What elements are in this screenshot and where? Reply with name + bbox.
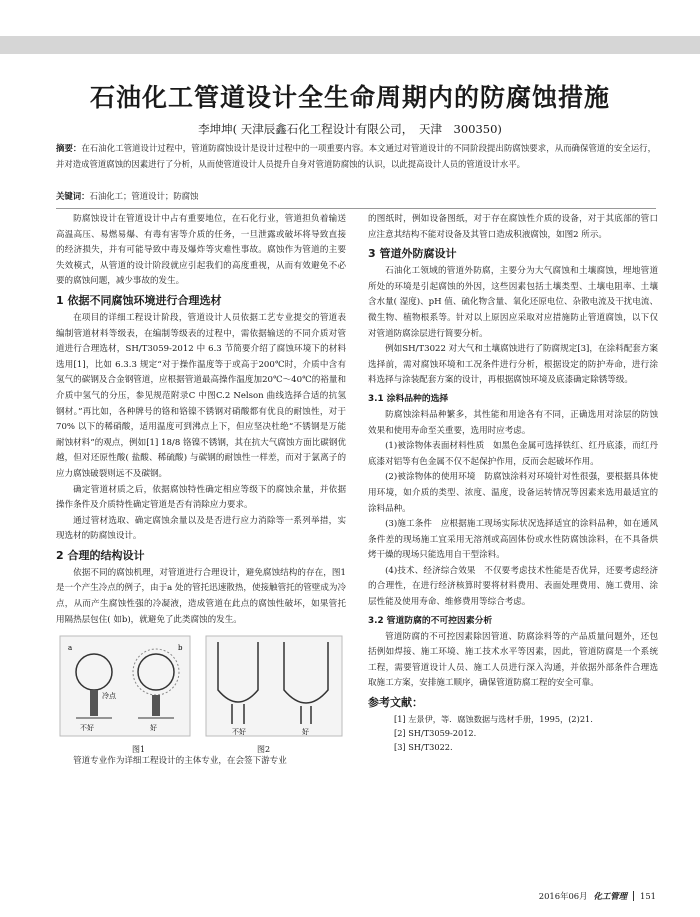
left-tail-paragraph: 管道专业作为详细工程设计的主体专业，在会签下游专业 bbox=[73, 756, 287, 767]
figure-1-good-label: 好 bbox=[150, 724, 157, 733]
author-line: 李坤坤( 天津辰鑫石化工程设计有限公司， 天津 300350) bbox=[198, 122, 502, 136]
footer-date: 2016年06月 bbox=[538, 891, 588, 901]
section-3-2-paragraph: 管道防腐的不可控因素除因管道、防腐涂料等的产品质量问题外，还包括例如焊接、施工环境、施工技术水平等因素，因此，管道防腐是一个系统工程，需要管道设计人员、施工人员进行深入沟通，并依据外部条件合理选取施工方案，安排施工顺序，确保管道防腐工程的安全可靠。 bbox=[368, 631, 658, 689]
figure-2-bad-label: 不好 bbox=[232, 728, 246, 737]
footer-journal: 化工管理 bbox=[593, 891, 627, 901]
intro-paragraph: 防腐蚀设计在管道设计中占有重要地位，在石化行业，管道担负着输送高温高压、易燃易爆、有毒有害等介质的任务，一旦泄露或破坏将导致直接的经济损失，并有可能导致中毒及爆炸等灾难性事故。腐蚀作为管道的主要失效模式，从管道的设计阶段就应引起我们的高度重视，从而有效避免不必要的腐蚀问题，减少事故的发生。 bbox=[56, 214, 346, 287]
reference-1: [1] 左景伊，等．腐蚀数据与选材手册，1995，(2)21. bbox=[394, 713, 593, 724]
figure-drawing bbox=[56, 632, 346, 740]
figure-1-label-b: b bbox=[178, 644, 183, 653]
section-3-1-paragraph: 防腐蚀涂料品种繁多，其性能和用途各有不同，正确选用对涂层的防蚀效果和使用寿命至关重要，选用时应考虑。 bbox=[368, 409, 658, 436]
figure-1-frame bbox=[60, 636, 190, 736]
article-title: 石油化工管道设计全生命周期内的防腐蚀措施 bbox=[89, 83, 610, 112]
figure-1-bad-label: 不好 bbox=[80, 724, 94, 733]
list-item-1: (1)被涂物体表面材料性质 如黑色金属可选择铁红、红丹底漆，而红丹底漆对铝等有色金属不仅不起保护作用，反而会起破坏作用。 bbox=[368, 441, 658, 467]
figure-1-label-a: a bbox=[68, 644, 73, 653]
abstract-text: 在石油化工管道设计过程中，管道防腐蚀设计是设计过程中的一项重要内容。本文通过对管道设计的不同阶段提出防腐蚀要求，从而确保管道的安全运行，并对造成管道腐蚀的因素进行了分析，从而使管道设计人员提升自身对管道防腐蚀的认识，以此提高设计人员的管道设计水平。 bbox=[56, 143, 656, 169]
pipe-support-b bbox=[152, 695, 160, 716]
references-heading: 参考文献： bbox=[368, 696, 423, 710]
section-3-paragraph-2: 例如SH/T3022 对大气和土壤腐蚀进行了防腐规定[3]，在涂料配套方案选择前，需对腐蚀环境和工况条件进行分析，根据设定的防护寿命，进行涂料选择与涂装配套方案的设计，再根据腐蚀环境及底漆确定除锈等级。 bbox=[368, 344, 658, 386]
figures bbox=[56, 632, 346, 754]
figure-2-frame bbox=[206, 636, 342, 736]
abstract-label: 摘要： bbox=[56, 143, 82, 153]
list-item-4: (4)技术、经济综合效果 不仅要考虑技术性能是否优异，还要考虑经济的合理性，在进行经济核算时要将材料费用、表面处理费用、施工费用、涂层性能及使用寿命、维修费用等综合考虑。 bbox=[368, 565, 658, 608]
divider bbox=[56, 208, 656, 209]
right-column bbox=[368, 212, 658, 754]
figure-2-caption: 图2 bbox=[256, 745, 271, 755]
pipe-support-a bbox=[90, 690, 98, 716]
section-3-2-heading: 3.2 管道防腐的不可控因素分析 bbox=[368, 615, 493, 626]
keywords bbox=[56, 190, 656, 202]
continued-paragraph: 的图纸时，例如设备图纸，对于存在腐蚀性介质的设备，对于其底部的管口应注意其结构不能对设备及其管口造成积液腐蚀，如图2 所示。 bbox=[368, 214, 658, 240]
section-1-heading: 1 依据不同腐蚀环境进行合理选材 bbox=[56, 293, 222, 307]
section-2-heading: 2 合理的结构设计 bbox=[56, 548, 145, 562]
section-3-paragraph-1: 石油化工领域的管道外防腐，主要分为大气腐蚀和土壤腐蚀，埋地管道所处的环境是引起腐蚀的外因，这些因素包括土壤类型、土壤电阻率、土壤含水量( 湿度)、pH 值、硫化物含量、氧化还原电位、杂散电流及干扰电流、微生物、植物根系等。针对以上原因应采取对应措施防止管道腐蚀，以下仅对管道防腐涂层进行简要分析。 bbox=[368, 266, 658, 339]
cold-point-label: 冷点 bbox=[102, 692, 116, 701]
list-item-2: (2)被涂物体的使用环境 防腐蚀涂料对环境针对性很强，要根据具体使用环境，如介质的类型、浓度、温度，设备运转情况等因素来选用最适宜的涂料品种。 bbox=[368, 472, 658, 514]
list-item-3: (3)施工条件 应根据施工现场实际状况选择适宜的涂料品种，如在通风条件差的现场施工宜采用无溶剂或高固体份或水性防腐蚀涂料，在不具备烘烤干燥的现场只能选用自干型涂料。 bbox=[368, 519, 658, 561]
figure-captions bbox=[56, 742, 346, 758]
section-1-paragraph-2: 确定管道材质之后，依据腐蚀特性确定相应等级下的腐蚀余量，并依据操作条件及介质特性确定管道是否有消除应力要求。 bbox=[56, 484, 346, 511]
figure-1-caption: 图1 bbox=[131, 745, 146, 755]
section-3-1-heading: 3.1 涂料品种的选择 bbox=[368, 393, 449, 404]
section-3-heading: 3 管道外防腐设计 bbox=[368, 247, 457, 261]
page-number: 151 bbox=[640, 891, 656, 901]
section-2-paragraph: 依据不同的腐蚀机理，对管道进行合理设计，避免腐蚀结构的存在，图1 是一个产生冷点的例子，由于a 处的管托迅速散热，使接触管托的管壁成为冷点，从而产生腐蚀性强的冷凝液，造成管道在此点的腐蚀性破坏，如果管托用隔热层包住( 如b)，就避免了此类腐蚀的发生。 bbox=[56, 567, 346, 625]
header-band bbox=[0, 36, 700, 54]
reference-3: [3] SH/T3022. bbox=[394, 741, 453, 752]
abstract bbox=[56, 141, 656, 172]
section-1-paragraph-3: 通过管材选取、确定腐蚀余量以及是否进行应力消除等一系列举措，实现选材的防腐蚀设计。 bbox=[56, 515, 346, 542]
section-1-paragraph-1: 在项目的详细工程设计阶段，管道设计人员依据工艺专业提交的管道表编制管道材料等级表，在编制等级表的过程中，需依据输送的不同介质对管道进行合理选材，SH/T3059-2012 中 6.3 节简要介绍了腐蚀环境下的材料选用[1]，比如 6.3.3 规定“对于操作温度等于或高于200℃时，介质中含有氢气的碳钢及合金钢管道，应根据管道最高操作温度加20℃～40℃的裕量和介质中氢气的分压，参见规范附录C 中图C.2 Nelson 曲线选择合适的抗氢钢材。”再比如，各种牌号的铬和铬镍不锈钢对硝酸都有优良的耐蚀性，对于70% 以下的稀硝酸，适用温度可到沸点上下，但应坚决杜绝“不锈钢是万能耐蚀材料”的观点，例如[1] 18/8 铬镍不锈钢，其在抗大气腐蚀方面比碳钢优越，但对还原性酸( 盐酸、稀硫酸) 与碳钢的耐蚀性一样差，而对于氯离子的应力腐蚀破裂则远不及碳钢。 bbox=[56, 312, 346, 479]
footer-separator bbox=[633, 891, 634, 901]
keywords-label: 关键词： bbox=[56, 191, 90, 201]
left-column bbox=[56, 212, 346, 770]
reference-2: [2] SH/T3059-2012. bbox=[394, 727, 477, 738]
keywords-text: 石油化工；管道设计；防腐蚀 bbox=[89, 191, 199, 201]
figure-2-good-label: 好 bbox=[302, 728, 309, 737]
